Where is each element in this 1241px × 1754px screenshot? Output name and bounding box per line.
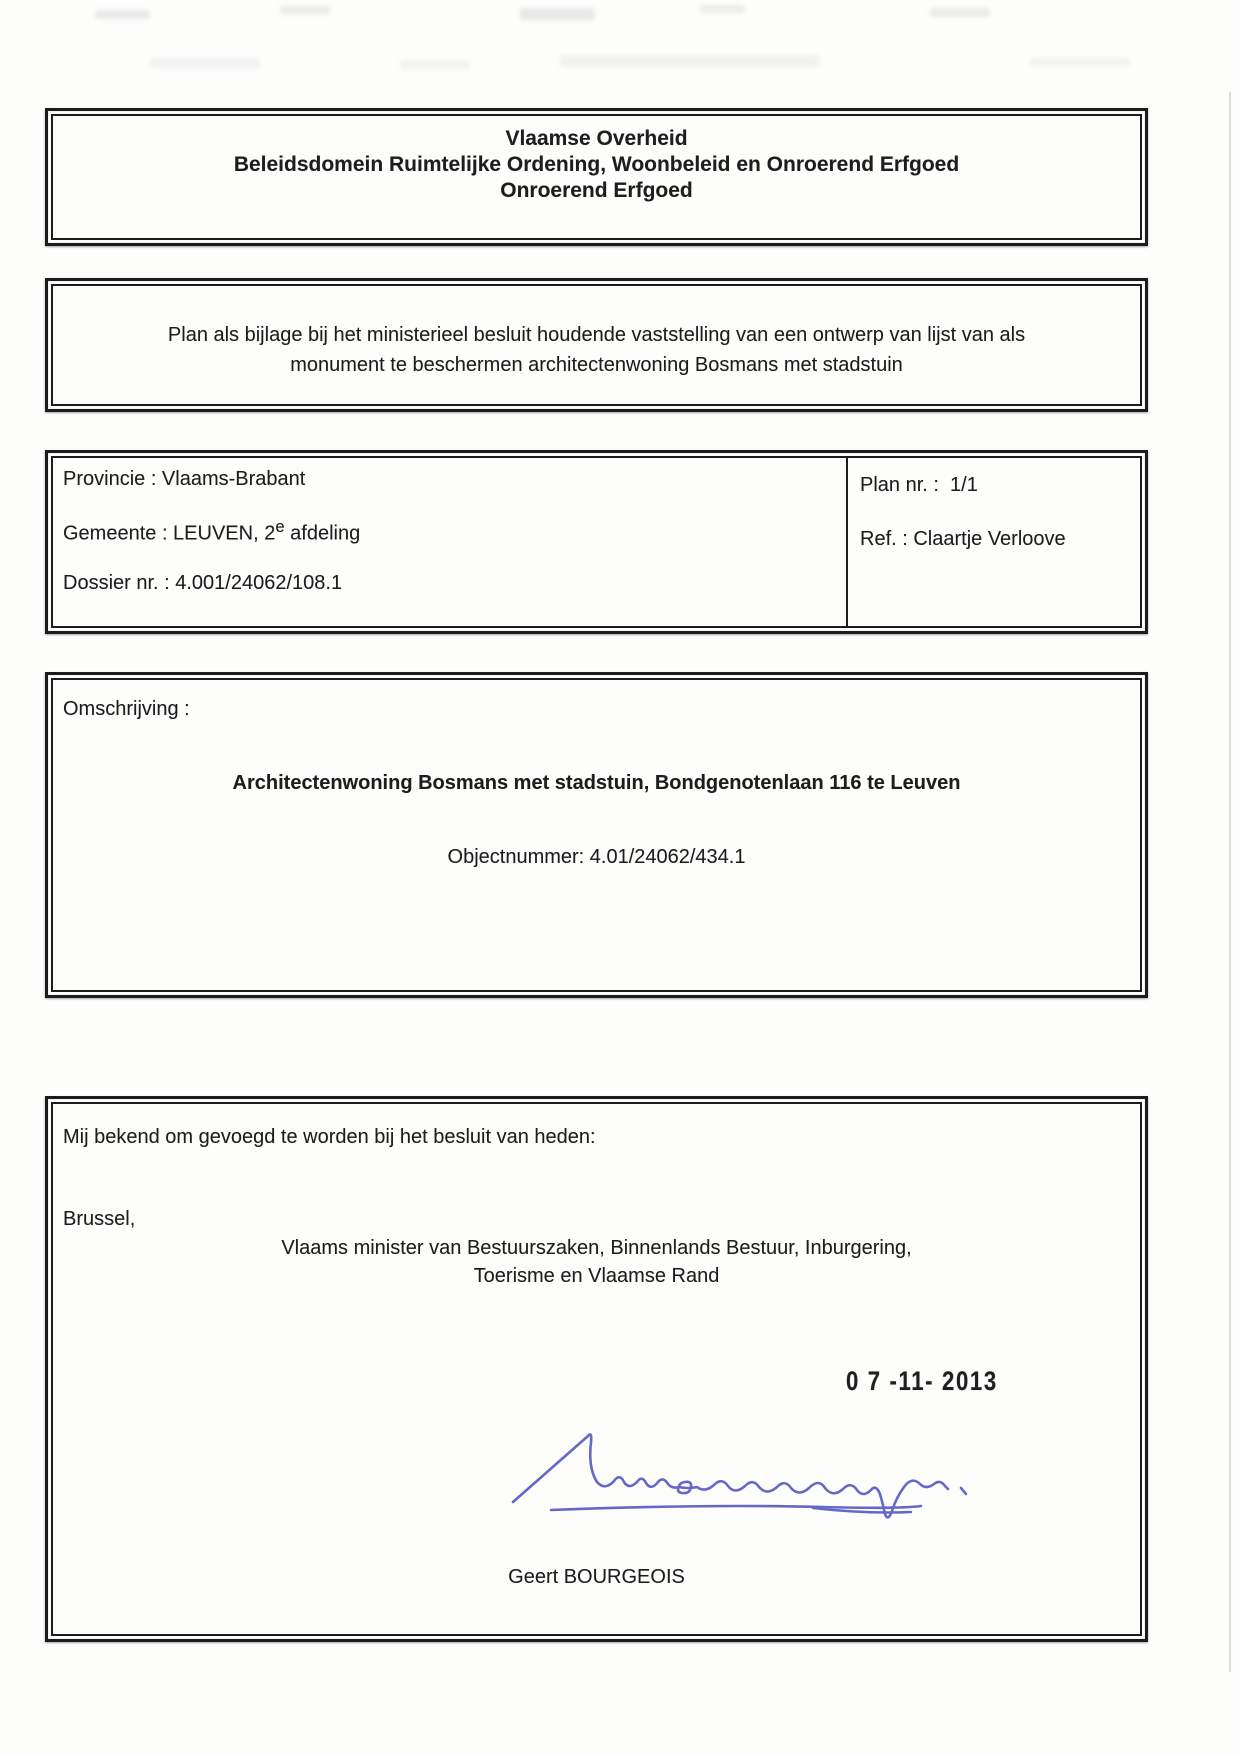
signature-box [45, 1096, 1148, 1642]
place-label: Brussel, [63, 1208, 136, 1230]
file-details-box-inner [51, 456, 1142, 628]
ref-field: Ref. : Claartje Verloove [860, 528, 1066, 550]
signature-box-inner [51, 1102, 1142, 1636]
plan-statement-line: Plan als bijlage bij het ministerieel besluit houdende vaststelling van een ontwerp van lijst van als [167, 324, 1026, 346]
gemeente-superscript: e [275, 517, 285, 536]
letterhead-box [45, 108, 1148, 246]
objectnummer: Objectnummer: 4.01/24062/434.1 [447, 846, 746, 868]
org-department: Beleidsdomein Ruimtelijke Ordening, Woonbeleid en Onroerend Erfgoed [233, 153, 960, 176]
plan-statement-box-inner [51, 284, 1142, 406]
org-subdepartment: Onroerend Erfgoed [500, 179, 693, 202]
signature-scribble [493, 1426, 983, 1526]
date-stamp: 0 7 -11- 2013 [846, 1366, 998, 1396]
scan-artifact [280, 6, 330, 14]
scan-artifact [1030, 58, 1130, 67]
scan-artifact [1229, 92, 1231, 1672]
scan-artifact [700, 5, 745, 13]
plan-statement-box [45, 278, 1148, 412]
gemeente-text: Gemeente : LEUVEN, 2 [63, 522, 276, 545]
provincie-field: Provincie : Vlaams-Brabant [63, 468, 306, 490]
omschrijving-box-inner [51, 678, 1142, 992]
minister-title-line: Vlaams minister van Bestuurszaken, Binnenlands Bestuur, Inburgering, [281, 1237, 912, 1259]
letterhead-box-inner [51, 114, 1142, 240]
scan-artifact [930, 8, 990, 17]
omschrijving-box [45, 672, 1148, 998]
gemeente-field [63, 514, 360, 547]
scan-artifact [150, 58, 260, 68]
object-title: Architectenwoning Bosmans met stadstuin, Bondgenotenlaan 116 te Leuven [232, 772, 961, 794]
scan-artifact [520, 8, 595, 20]
file-details-box [45, 450, 1148, 634]
signer-name: Geert BOURGEOIS [508, 1566, 685, 1588]
plan-nr-field: Plan nr. : 1/1 [860, 474, 978, 496]
file-details-left-column [53, 458, 848, 626]
gemeente-text-suffix: afdeling [284, 522, 361, 545]
dossier-field: Dossier nr. : 4.001/24062/108.1 [63, 572, 343, 594]
scan-artifact [95, 10, 150, 19]
scan-artifact [560, 55, 820, 67]
omschrijving-label: Omschrijving : [63, 698, 190, 720]
minister-title-line: Toerisme en Vlaamse Rand [473, 1265, 720, 1287]
attestation-line: Mij bekend om gevoegd te worden bij het besluit van heden: [63, 1126, 596, 1148]
plan-statement-line: monument te beschermen architectenwoning Bosmans met stadstuin [290, 354, 903, 376]
org-name: Vlaamse Overheid [505, 127, 688, 150]
file-details-right-column [848, 458, 1140, 626]
scan-artifact [400, 60, 470, 69]
